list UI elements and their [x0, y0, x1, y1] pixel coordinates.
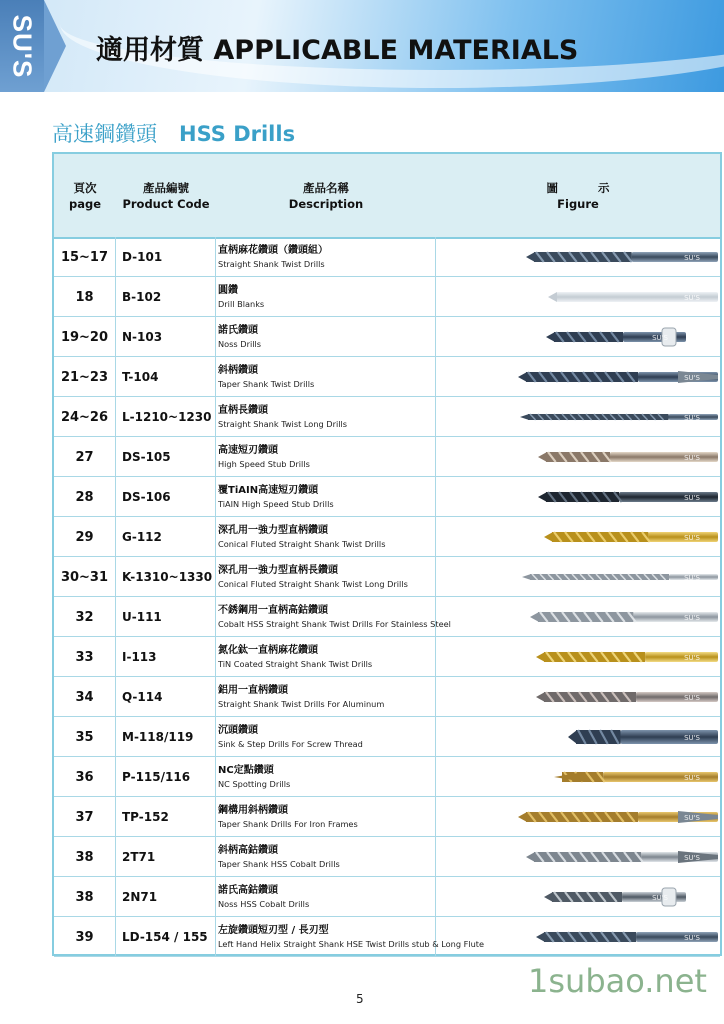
chevron-icon [44, 0, 66, 92]
drill-image [436, 717, 720, 757]
cell-figure [436, 837, 720, 877]
description-zh: 高速短刃鑽頭 [218, 444, 278, 456]
drill-image [436, 757, 720, 797]
cell-description [216, 877, 436, 917]
header-description: 產品名稱 Description [288, 180, 364, 211]
cell-page: 24~26 [54, 397, 116, 437]
shank-mark: SU'S [684, 374, 700, 382]
description-zh: 斜柄鑽頭 [218, 364, 258, 376]
drill-image [436, 317, 720, 357]
drill-image [436, 357, 720, 397]
table-row [54, 837, 720, 877]
cell-description [216, 397, 436, 437]
cell-description [216, 437, 436, 477]
shank-mark: SU'S [684, 814, 700, 822]
cell-product-code: DS-105 [116, 437, 216, 477]
shank-mark: SU'S [684, 294, 700, 302]
shank-mark: SU'S [684, 494, 700, 502]
cell-figure [436, 437, 720, 477]
header-product-code: 產品編號 Product Code [122, 180, 210, 211]
description-en: Left Hand Helix Straight Shank HSE Twist Drills stub & Long Flute [218, 938, 485, 949]
description-zh: 沉頭鑽頭 [218, 724, 258, 736]
cell-description [216, 557, 436, 597]
cell-figure [436, 317, 720, 357]
drill-image [436, 877, 720, 917]
table-row [54, 917, 720, 957]
shank-mark: SU'S [684, 694, 700, 702]
header-page: 頁次 page [68, 180, 102, 211]
cell-product-code: P-115/116 [116, 757, 216, 797]
cell-product-code: I-113 [116, 637, 216, 677]
cell-figure [436, 677, 720, 717]
cell-page: 28 [54, 477, 116, 517]
description-zh: 直柄長鑽頭 [218, 404, 268, 416]
cell-description [216, 677, 436, 717]
description-en: Sink & Step Drills For Screw Thread [218, 738, 363, 749]
cell-product-code: B-102 [116, 277, 216, 317]
drill-image [436, 397, 720, 437]
header-figure: 圖示 Figure [546, 180, 650, 211]
table-row [54, 877, 720, 917]
description-en: Conical Fluted Straight Shank Twist Long Drills [218, 578, 408, 589]
description-zh: 深孔用一強力型直柄鑽頭 [218, 524, 328, 536]
cell-figure [436, 797, 720, 837]
cell-page: 29 [54, 517, 116, 557]
cell-description [216, 317, 436, 357]
drill-image [436, 837, 720, 877]
cell-page: 27 [54, 437, 116, 477]
table-row [54, 317, 720, 357]
description-en: Straight Shank Twist Drills For Aluminum [218, 698, 385, 709]
shank-mark: SU'S [684, 934, 700, 942]
description-en: Noss HSS Cobalt Drills [218, 898, 310, 909]
cell-description [216, 517, 436, 557]
description-en: Straight Shank Twist Drills [218, 258, 325, 269]
table-row [54, 677, 720, 717]
description-en: Conical Fluted Straight Shank Twist Drills [218, 538, 386, 549]
cell-page: 30~31 [54, 557, 116, 597]
shank-mark: SU'S [684, 654, 700, 662]
cell-description [216, 917, 485, 957]
cell-figure [436, 357, 720, 397]
description-zh: 氮化鈦一直柄麻花鑽頭 [218, 644, 318, 656]
section-title-zh: 高速鋼鑽頭 [52, 122, 157, 146]
drill-image [436, 597, 720, 637]
drill-image [436, 677, 720, 717]
description-zh: 深孔用一強力型直柄長鑽頭 [218, 564, 338, 576]
description-zh: 不銹鋼用一直柄高鈷鑽頭 [218, 604, 328, 616]
cell-description [216, 637, 436, 677]
description-zh: 左旋鑽頭短刃型 / 長刃型 [218, 924, 329, 936]
shank-mark: SU'S [684, 574, 700, 582]
cell-description [216, 797, 436, 837]
cell-figure [436, 597, 720, 637]
drill-image [436, 237, 720, 277]
drill-image [436, 277, 720, 317]
cell-page: 21~23 [54, 357, 116, 397]
table-row [54, 757, 720, 797]
cell-page: 19~20 [54, 317, 116, 357]
cell-product-code: L-1210~1230 [116, 397, 216, 437]
cell-product-code: T-104 [116, 357, 216, 397]
page-title: 適用材質 APPLICABLE MATERIALS [96, 35, 579, 66]
description-zh: 鋼構用斜柄鑽頭 [218, 804, 288, 816]
drill-image [436, 517, 720, 557]
product-table [52, 152, 722, 956]
cell-product-code: M-118/119 [116, 717, 216, 757]
description-en: Drill Blanks [218, 298, 265, 309]
shank-mark: SU'S [684, 614, 700, 622]
shank-mark: SU'S [684, 534, 700, 542]
table-row [54, 717, 720, 757]
cell-page: 38 [54, 877, 116, 917]
cell-description [216, 477, 436, 517]
cell-figure [436, 517, 720, 557]
table-row [54, 237, 720, 277]
cell-product-code: DS-106 [116, 477, 216, 517]
description-en: NC Spotting Drills [218, 778, 291, 789]
cell-figure [436, 277, 720, 317]
description-en: Taper Shank HSS Cobalt Drills [218, 858, 340, 869]
description-zh: 覆TiAIN高速短刃鑽頭 [218, 484, 319, 496]
cell-description [216, 357, 436, 397]
shank-mark: SU'S [684, 734, 700, 742]
cell-figure [436, 637, 720, 677]
table-row [54, 437, 720, 477]
cell-page: 36 [54, 757, 116, 797]
drill-image [436, 797, 720, 837]
description-en: Taper Shank Drills For Iron Frames [218, 818, 358, 829]
table-row [54, 557, 720, 597]
drill-image [436, 437, 720, 477]
cell-description [216, 837, 436, 877]
description-en: Taper Shank Twist Drills [218, 378, 315, 389]
cell-product-code: Q-114 [116, 677, 216, 717]
description-en: TiAIN High Speed Stub Drills [218, 498, 334, 509]
shank-mark: SU'S [684, 454, 700, 462]
table-header [54, 154, 720, 239]
cell-description [216, 717, 436, 757]
cell-figure [436, 397, 720, 437]
cell-page: 32 [54, 597, 116, 637]
cell-product-code: N-103 [116, 317, 216, 357]
drill-image [436, 637, 720, 677]
description-en: High Speed Stub Drills [218, 458, 310, 469]
section-title-en: HSS Drills [179, 122, 296, 146]
description-zh: 圓鑽 [218, 284, 238, 296]
description-zh: 諾氏高鈷鑽頭 [218, 884, 278, 896]
page-number: 5 [356, 992, 364, 1006]
table-row [54, 597, 720, 637]
description-en: Noss Drills [218, 338, 262, 349]
cell-description [216, 277, 436, 317]
cell-description [216, 597, 451, 637]
cell-product-code: LD-154 / 155 [116, 917, 216, 957]
cell-figure [436, 717, 720, 757]
cell-page: 34 [54, 677, 116, 717]
shank-mark: SU'S [684, 854, 700, 862]
table-row [54, 277, 720, 317]
watermark: 1subao.net [528, 962, 707, 1000]
shank-mark: SU'S [684, 774, 700, 782]
table-row [54, 397, 720, 437]
cell-figure [436, 877, 720, 917]
cell-figure [436, 237, 720, 277]
table-row [54, 797, 720, 837]
description-zh: 諾氏鑽頭 [218, 324, 258, 336]
cell-page: 39 [54, 917, 116, 957]
table-row [54, 637, 720, 677]
description-en: Straight Shank Twist Long Drills [218, 418, 348, 429]
cell-product-code: 2T71 [116, 837, 216, 877]
cell-figure [436, 917, 720, 957]
cell-product-code: U-111 [116, 597, 216, 637]
shank-mark: SU'S [652, 334, 668, 342]
table-row [54, 357, 720, 397]
cell-description [216, 757, 436, 797]
cell-figure [436, 757, 720, 797]
description-en: TiN Coated Straight Shank Twist Drills [218, 658, 373, 669]
cell-product-code: TP-152 [116, 797, 216, 837]
cell-product-code: D-101 [116, 237, 216, 277]
shank-mark: SU'S [684, 414, 700, 422]
drill-image [436, 477, 720, 517]
description-zh: NC定點鑽頭 [218, 764, 274, 776]
cell-page: 15~17 [54, 237, 116, 277]
description-zh: 鋁用一直柄鑽頭 [218, 684, 288, 696]
drill-image [436, 917, 720, 957]
cell-figure [436, 557, 720, 597]
table-row [54, 477, 720, 517]
section-title [52, 118, 295, 148]
table-row [54, 517, 720, 557]
shank-mark: SU'S [652, 894, 668, 902]
description-zh: 斜柄高鈷鑽頭 [218, 844, 278, 856]
cell-product-code: G-112 [116, 517, 216, 557]
cell-page: 18 [54, 277, 116, 317]
cell-page: 38 [54, 837, 116, 877]
cell-figure [436, 477, 720, 517]
drill-image [436, 557, 720, 597]
header-banner [0, 0, 724, 92]
cell-page: 37 [54, 797, 116, 837]
brand-logo: SU'S [7, 14, 38, 78]
cell-page: 35 [54, 717, 116, 757]
cell-product-code: K-1310~1330 [116, 557, 216, 597]
shank-mark: SU'S [684, 254, 700, 262]
cell-product-code: 2N71 [116, 877, 216, 917]
cell-page: 33 [54, 637, 116, 677]
description-en: Cobalt HSS Straight Shank Twist Drills For Stainless Steel [218, 618, 451, 629]
cell-description [216, 237, 436, 277]
description-zh: 直柄麻花鑽頭（鑽頭組） [218, 244, 328, 256]
